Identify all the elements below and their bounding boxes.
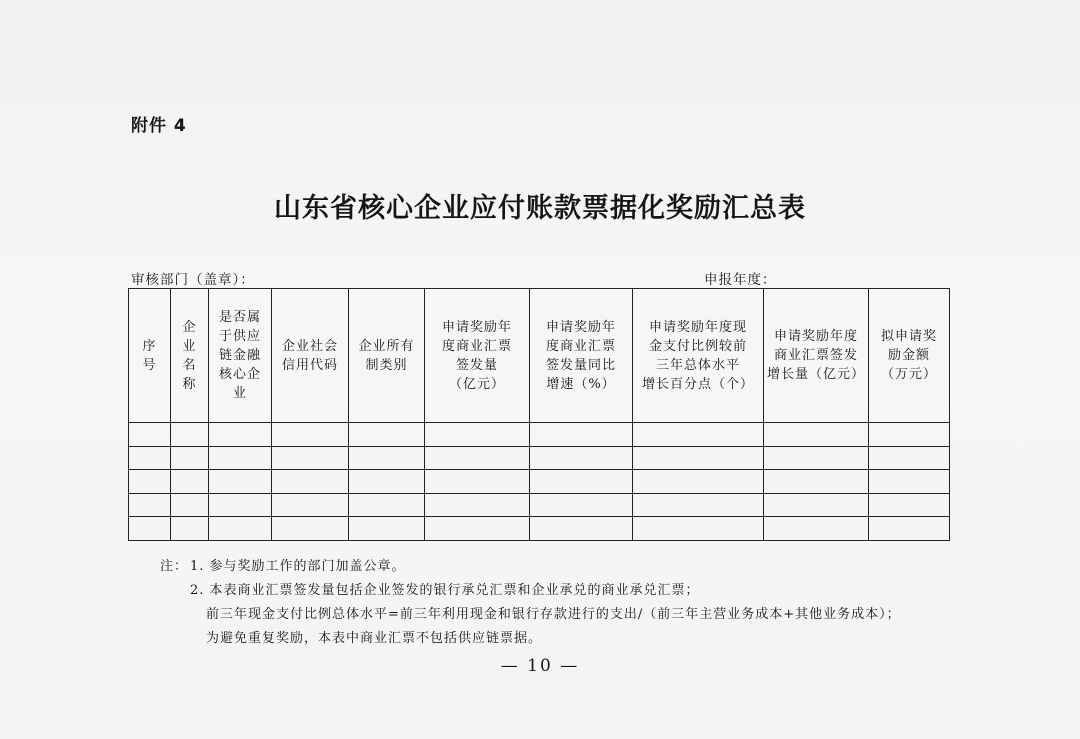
attachment-label: 附件 4: [131, 116, 187, 136]
table-cell: [764, 493, 869, 517]
note-text: 为避免重复奖励，本表中商业汇票不包括供应链票据。: [206, 631, 543, 646]
table-cell: [425, 470, 530, 494]
table-cell: [129, 446, 171, 470]
table-cell: [425, 493, 530, 517]
table-cell: [171, 423, 209, 447]
table-cell: [530, 517, 633, 541]
table-cell: [530, 493, 633, 517]
table-cell: [209, 446, 272, 470]
table-cell: [633, 470, 764, 494]
note-text: 1. 参与奖励工作的部门加盖公章。: [190, 559, 406, 574]
note-text: 前三年现金支付比例总体水平=前三年利用现金和银行存款进行的支出/（前三年主营业务成本+其他业务成本）；: [206, 607, 901, 622]
table-cell: [425, 517, 530, 541]
table-row: [129, 470, 950, 494]
table-cell: [530, 470, 633, 494]
table-cell: [171, 470, 209, 494]
header-cell-text: 申请奖励年度现 金支付比例较前 三年总体水平 增长百分点（个）: [641, 319, 754, 392]
table-cell: [764, 446, 869, 470]
table-cell: [171, 493, 209, 517]
table-cell: [129, 493, 171, 517]
audit-department-label: 审核部门（盖章）：: [131, 272, 255, 288]
header-company-name: [171, 289, 209, 423]
table-cell: [129, 517, 171, 541]
table-cell: [349, 470, 425, 494]
table-cell: [530, 423, 633, 447]
table-cell: [209, 493, 272, 517]
declare-year-label: 申报年度：: [704, 272, 777, 288]
table-cell: [349, 446, 425, 470]
header-cell-text: 申请奖励年 度商业汇票 签发量 （亿元）: [441, 319, 512, 392]
table-row: [129, 493, 950, 517]
header-cash-ratio-change: [633, 289, 764, 423]
header-bill-growth-rate: [530, 289, 633, 423]
table-row: [129, 517, 950, 541]
header-ownership-type: [349, 289, 425, 423]
header-cell-text: 企 业 名 称: [182, 319, 197, 392]
table-cell: [171, 446, 209, 470]
table-cell: [633, 423, 764, 447]
header-cell-text: 是否属 于供应 链金融 核心企 业: [218, 310, 261, 401]
note-item: [160, 555, 901, 579]
page-number: — 10 —: [500, 656, 580, 676]
table-cell: [869, 493, 950, 517]
note-item: [160, 603, 901, 627]
table-cell: [869, 423, 950, 447]
header-bill-volume: [425, 289, 530, 423]
table-cell: [869, 470, 950, 494]
header-serial-number: [129, 289, 171, 423]
header-cell-text: 申请奖励年 度商业汇票 签发量同比 增速（%）: [545, 319, 616, 392]
table-cell: [129, 470, 171, 494]
header-cell-text: 企业社会 信用代码: [281, 338, 338, 373]
table-cell: [869, 446, 950, 470]
table-cell: [129, 423, 171, 447]
table-cell: [272, 493, 349, 517]
note-item: [160, 627, 901, 651]
header-cell-text: 申请奖励年度 商业汇票签发 增长量（亿元）: [766, 329, 865, 382]
table-cell: [633, 493, 764, 517]
table-cell: [349, 493, 425, 517]
table-cell: [272, 446, 349, 470]
reward-summary-table: [128, 288, 950, 541]
notes-section: [160, 555, 901, 651]
table-cell: [633, 446, 764, 470]
header-bill-increase: [764, 289, 869, 423]
table-cell: [209, 470, 272, 494]
note-item: [160, 579, 901, 603]
header-cell-text: 序 号: [142, 338, 157, 373]
table-cell: [633, 517, 764, 541]
header-is-core-enterprise: [209, 289, 272, 423]
table-header-row: [129, 289, 950, 423]
table-cell: [530, 446, 633, 470]
header-credit-code: [272, 289, 349, 423]
table-cell: [209, 423, 272, 447]
table-cell: [764, 423, 869, 447]
table-cell: [171, 517, 209, 541]
header-reward-amount: [869, 289, 950, 423]
table-cell: [764, 470, 869, 494]
table-cell: [869, 517, 950, 541]
table-cell: [349, 517, 425, 541]
table-cell: [272, 517, 349, 541]
table-row: [129, 446, 950, 470]
header-cell-text: 企业所有 制类别: [358, 338, 415, 373]
header-cell-text: 拟申请奖 励金额 （万元）: [880, 329, 937, 382]
table-cell: [425, 446, 530, 470]
table-cell: [349, 423, 425, 447]
table-cell: [764, 517, 869, 541]
notes-prefix: 注：: [160, 559, 189, 574]
table-cell: [272, 423, 349, 447]
note-text: 2. 本表商业汇票签发量包括企业签发的银行承兑汇票和企业承兑的商业承兑汇票；: [190, 583, 700, 598]
table-row: [129, 423, 950, 447]
table-body: [129, 423, 950, 541]
table-cell: [209, 517, 272, 541]
document-title: 山东省核心企业应付账款票据化奖励汇总表: [274, 193, 806, 224]
table-cell: [272, 470, 349, 494]
table-cell: [425, 423, 530, 447]
